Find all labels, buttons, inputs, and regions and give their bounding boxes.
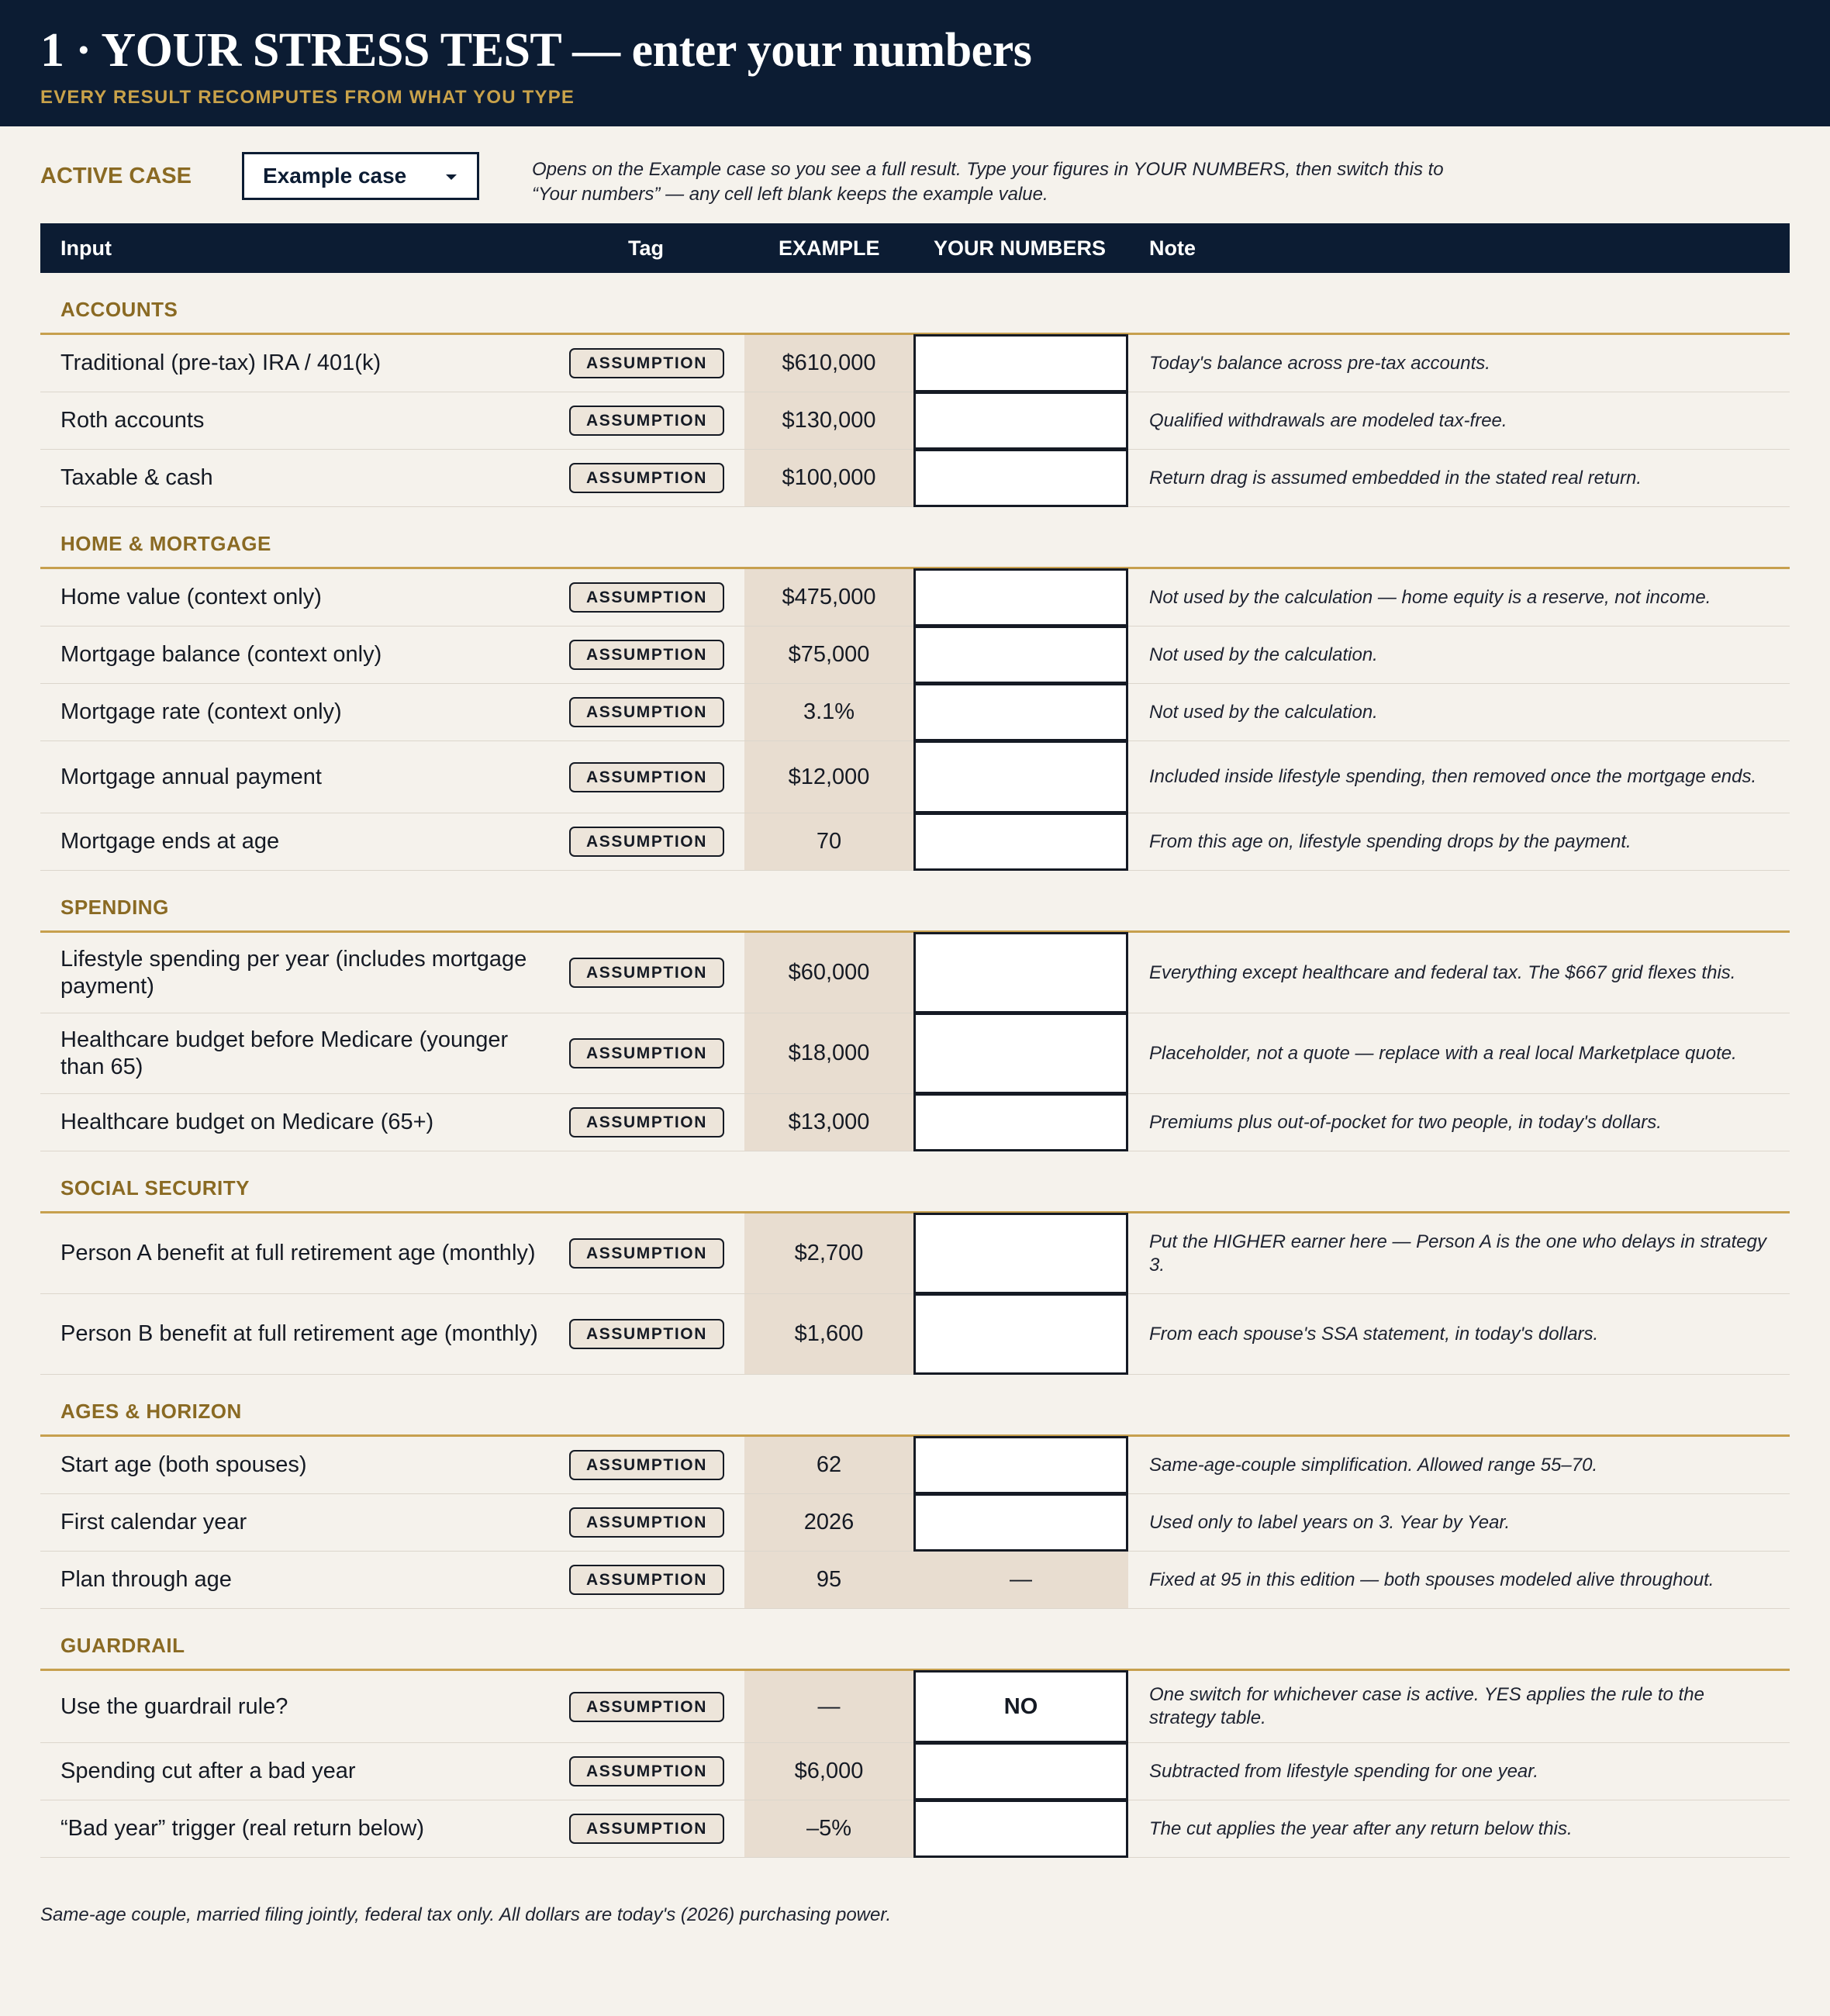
chevron-down-icon bbox=[446, 174, 457, 180]
your-numbers-input[interactable] bbox=[913, 740, 1128, 813]
row-note: Placeholder, not a quote — replace with a real local Marketplace quote. bbox=[1149, 1042, 1737, 1064]
table-row bbox=[40, 1094, 1790, 1151]
row-tag-cell bbox=[568, 684, 726, 740]
table-row bbox=[40, 1494, 1790, 1552]
table-header bbox=[40, 223, 1790, 273]
table-body bbox=[40, 273, 1790, 1858]
row-example-value: 95 bbox=[744, 1552, 913, 1608]
table-row bbox=[40, 450, 1790, 507]
row-example-value: $12,000 bbox=[744, 741, 913, 813]
table-row bbox=[40, 627, 1790, 684]
assumption-tag: ASSUMPTION bbox=[569, 1814, 724, 1844]
row-tag-cell bbox=[568, 1294, 726, 1374]
row-input-label: Plan through age bbox=[60, 1567, 232, 1592]
your-numbers-input[interactable] bbox=[913, 1493, 1128, 1552]
row-example-value: $100,000 bbox=[744, 450, 913, 506]
col-header-tag: Tag bbox=[628, 236, 664, 260]
col-header-note: Note bbox=[1149, 236, 1196, 260]
row-example-value: 2026 bbox=[744, 1494, 913, 1551]
table-row bbox=[40, 1213, 1790, 1294]
table-row bbox=[40, 741, 1790, 813]
row-input-label: Person B benefit at full retirement age (monthly) bbox=[60, 1321, 538, 1346]
active-case-note: Opens on the Example case so you see a full result. Type your figures in YOUR NUMBERS, then switch this to “Your numbers” — any cell left blank keeps the example value. bbox=[532, 159, 1444, 205]
assumption-tag: ASSUMPTION bbox=[569, 582, 724, 613]
assumption-tag: ASSUMPTION bbox=[569, 463, 724, 493]
row-note: From each spouse's SSA statement, in today's dollars. bbox=[1149, 1323, 1599, 1345]
active-case-dropdown[interactable] bbox=[242, 152, 479, 200]
your-numbers-input[interactable] bbox=[913, 932, 1128, 1013]
row-note: The cut applies the year after any return below this. bbox=[1149, 1818, 1573, 1839]
row-input-label: Spending cut after a bad year bbox=[60, 1759, 356, 1783]
row-example-value: $475,000 bbox=[744, 569, 913, 626]
row-example-value: $18,000 bbox=[744, 1013, 913, 1093]
assumption-tag: ASSUMPTION bbox=[569, 1238, 724, 1269]
row-input-label: Lifestyle spending per year (includes mortgage payment) bbox=[60, 946, 527, 999]
row-tag-cell bbox=[568, 1552, 726, 1608]
assumption-tag: ASSUMPTION bbox=[569, 1038, 724, 1068]
row-input-label: Healthcare budget before Medicare (younger than 65) bbox=[60, 1027, 509, 1079]
row-tag-cell bbox=[568, 1437, 726, 1493]
row-example-value: 3.1% bbox=[744, 684, 913, 740]
page-title: 1 · YOUR STRESS TEST — enter your numbers bbox=[40, 24, 1032, 77]
assumption-tag: ASSUMPTION bbox=[569, 1450, 724, 1480]
section-title: ACCOUNTS bbox=[40, 273, 1790, 335]
row-input-label: Mortgage rate (context only) bbox=[60, 699, 342, 724]
row-input-label: Traditional (pre-tax) IRA / 401(k) bbox=[60, 350, 382, 375]
table-row bbox=[40, 933, 1790, 1013]
active-case-value: Example case bbox=[263, 164, 407, 188]
row-note: Qualified withdrawals are modeled tax-free. bbox=[1149, 409, 1507, 431]
row-input-label: Roth accounts bbox=[60, 408, 205, 433]
row-example-value: $1,600 bbox=[744, 1294, 913, 1374]
your-numbers-input[interactable] bbox=[913, 568, 1128, 627]
row-tag-cell bbox=[568, 1671, 726, 1742]
row-input-label: First calendar year bbox=[60, 1510, 247, 1534]
your-numbers-input[interactable] bbox=[913, 392, 1128, 450]
active-case-label: ACTIVE CASE bbox=[40, 164, 192, 188]
row-note: Fixed at 95 in this edition — both spouses modeled alive throughout. bbox=[1149, 1569, 1714, 1590]
row-input-label: Mortgage ends at age bbox=[60, 829, 280, 854]
row-note: Not used by the calculation. bbox=[1149, 701, 1378, 723]
row-input-label: “Bad year” trigger (real return below) bbox=[60, 1816, 425, 1841]
your-numbers-input[interactable] bbox=[913, 626, 1128, 684]
row-note: One switch for whichever case is active. YES applies the rule to the strategy table. bbox=[1149, 1684, 1704, 1728]
row-note: Today's balance across pre-tax accounts. bbox=[1149, 352, 1490, 374]
row-note: Not used by the calculation. bbox=[1149, 644, 1378, 665]
assumption-tag: ASSUMPTION bbox=[569, 406, 724, 436]
row-tag-cell bbox=[568, 1094, 726, 1151]
section-title: SOCIAL SECURITY bbox=[40, 1151, 1790, 1213]
row-input-label: Mortgage annual payment bbox=[60, 764, 322, 789]
col-header-your-numbers: YOUR NUMBERS bbox=[934, 236, 1107, 260]
row-tag-cell bbox=[568, 627, 726, 683]
row-input-label: Use the guardrail rule? bbox=[60, 1693, 288, 1719]
table-row bbox=[40, 1743, 1790, 1800]
your-numbers-input[interactable] bbox=[913, 1093, 1128, 1151]
table-row bbox=[40, 569, 1790, 627]
row-note: Everything except healthcare and federal tax. The $667 grid flexes this. bbox=[1149, 961, 1736, 983]
your-numbers-input[interactable] bbox=[913, 1436, 1128, 1494]
row-note: Subtracted from lifestyle spending for one year. bbox=[1149, 1760, 1539, 1782]
your-numbers-input[interactable]: NO bbox=[913, 1670, 1128, 1743]
section-title: SPENDING bbox=[40, 871, 1790, 933]
your-numbers-input[interactable] bbox=[913, 1213, 1128, 1294]
section-title: GUARDRAIL bbox=[40, 1609, 1790, 1671]
row-tag-cell bbox=[568, 1013, 726, 1093]
assumption-tag: ASSUMPTION bbox=[569, 827, 724, 857]
assumption-tag: ASSUMPTION bbox=[569, 348, 724, 378]
row-example-value: $2,700 bbox=[744, 1213, 913, 1293]
row-example-value: $60,000 bbox=[744, 933, 913, 1013]
page-header bbox=[0, 0, 1830, 126]
assumption-tag: ASSUMPTION bbox=[569, 1107, 724, 1137]
your-numbers-locked: — bbox=[913, 1552, 1128, 1608]
section-title: HOME & MORTGAGE bbox=[40, 507, 1790, 569]
row-example-value: 62 bbox=[744, 1437, 913, 1493]
row-input-label: Mortgage balance (context only) bbox=[60, 642, 382, 667]
row-note: Return drag is assumed embedded in the stated real return. bbox=[1149, 467, 1642, 488]
inputs-table bbox=[40, 223, 1790, 1858]
row-input-label: Home value (context only) bbox=[60, 585, 322, 609]
row-input-label: Person A benefit at full retirement age (monthly) bbox=[60, 1241, 536, 1265]
row-example-value: $13,000 bbox=[744, 1094, 913, 1151]
row-note: Same-age-couple simplification. Allowed range 55–70. bbox=[1149, 1454, 1598, 1476]
assumption-tag: ASSUMPTION bbox=[569, 958, 724, 988]
footnote: Same-age couple, married filing jointly, federal tax only. All dollars are today's (2026) purchasing power. bbox=[40, 1904, 892, 1925]
row-note: Included inside lifestyle spending, then removed once the mortgage ends. bbox=[1149, 766, 1757, 787]
row-tag-cell bbox=[568, 1743, 726, 1800]
table-row bbox=[40, 1437, 1790, 1494]
row-tag-cell bbox=[568, 335, 726, 392]
your-numbers-input[interactable] bbox=[913, 683, 1128, 741]
your-numbers-input[interactable] bbox=[913, 334, 1128, 392]
row-tag-cell bbox=[568, 741, 726, 813]
assumption-tag: ASSUMPTION bbox=[569, 1692, 724, 1722]
row-example-value: $130,000 bbox=[744, 392, 913, 449]
table-row bbox=[40, 1671, 1790, 1743]
assumption-tag: ASSUMPTION bbox=[569, 1319, 724, 1349]
row-tag-cell bbox=[568, 392, 726, 449]
your-numbers-input[interactable] bbox=[913, 1013, 1128, 1094]
row-tag-cell bbox=[568, 933, 726, 1013]
row-note: Put the HIGHER earner here — Person A is the one who delays in strategy 3. bbox=[1149, 1231, 1766, 1276]
your-numbers-input[interactable] bbox=[913, 1800, 1128, 1858]
row-note: Used only to label years on 3. Year by Year. bbox=[1149, 1511, 1511, 1533]
your-numbers-input[interactable] bbox=[913, 813, 1128, 871]
row-example-value: 70 bbox=[744, 813, 913, 870]
table-row bbox=[40, 813, 1790, 871]
table-row bbox=[40, 335, 1790, 392]
table-row bbox=[40, 1552, 1790, 1609]
your-numbers-input[interactable] bbox=[913, 449, 1128, 507]
row-tag-cell bbox=[568, 450, 726, 506]
row-tag-cell bbox=[568, 1494, 726, 1551]
page-subtitle: EVERY RESULT RECOMPUTES FROM WHAT YOU TYPE bbox=[40, 87, 575, 108]
row-input-label: Healthcare budget on Medicare (65+) bbox=[60, 1110, 434, 1134]
your-numbers-input[interactable] bbox=[913, 1293, 1128, 1375]
active-case-bar bbox=[0, 126, 1830, 224]
row-input-label: Start age (both spouses) bbox=[60, 1452, 307, 1477]
assumption-tag: ASSUMPTION bbox=[569, 640, 724, 670]
row-tag-cell bbox=[568, 1213, 726, 1293]
row-example-value: $610,000 bbox=[744, 335, 913, 392]
table-row bbox=[40, 1800, 1790, 1858]
section-title: AGES & HORIZON bbox=[40, 1375, 1790, 1437]
col-header-input: Input bbox=[60, 236, 112, 260]
assumption-tag: ASSUMPTION bbox=[569, 1756, 724, 1786]
table-row bbox=[40, 1013, 1790, 1094]
row-tag-cell bbox=[568, 813, 726, 870]
row-example-value: –5% bbox=[744, 1800, 913, 1857]
table-row bbox=[40, 392, 1790, 450]
col-header-example: EXAMPLE bbox=[779, 236, 880, 260]
row-example-value: — bbox=[744, 1671, 913, 1742]
row-note: Not used by the calculation — home equity is a reserve, not income. bbox=[1149, 586, 1711, 608]
assumption-tag: ASSUMPTION bbox=[569, 762, 724, 792]
row-note: From this age on, lifestyle spending drops by the payment. bbox=[1149, 830, 1631, 852]
assumption-tag: ASSUMPTION bbox=[569, 1565, 724, 1595]
row-note: Premiums plus out-of-pocket for two people, in today's dollars. bbox=[1149, 1111, 1662, 1133]
row-tag-cell bbox=[568, 1800, 726, 1857]
row-example-value: $6,000 bbox=[744, 1743, 913, 1800]
your-numbers-input[interactable] bbox=[913, 1742, 1128, 1800]
row-example-value: $75,000 bbox=[744, 627, 913, 683]
row-tag-cell bbox=[568, 569, 726, 626]
table-row bbox=[40, 1294, 1790, 1375]
row-input-label: Taxable & cash bbox=[60, 465, 213, 490]
table-row bbox=[40, 684, 1790, 741]
assumption-tag: ASSUMPTION bbox=[569, 1507, 724, 1538]
assumption-tag: ASSUMPTION bbox=[569, 697, 724, 727]
